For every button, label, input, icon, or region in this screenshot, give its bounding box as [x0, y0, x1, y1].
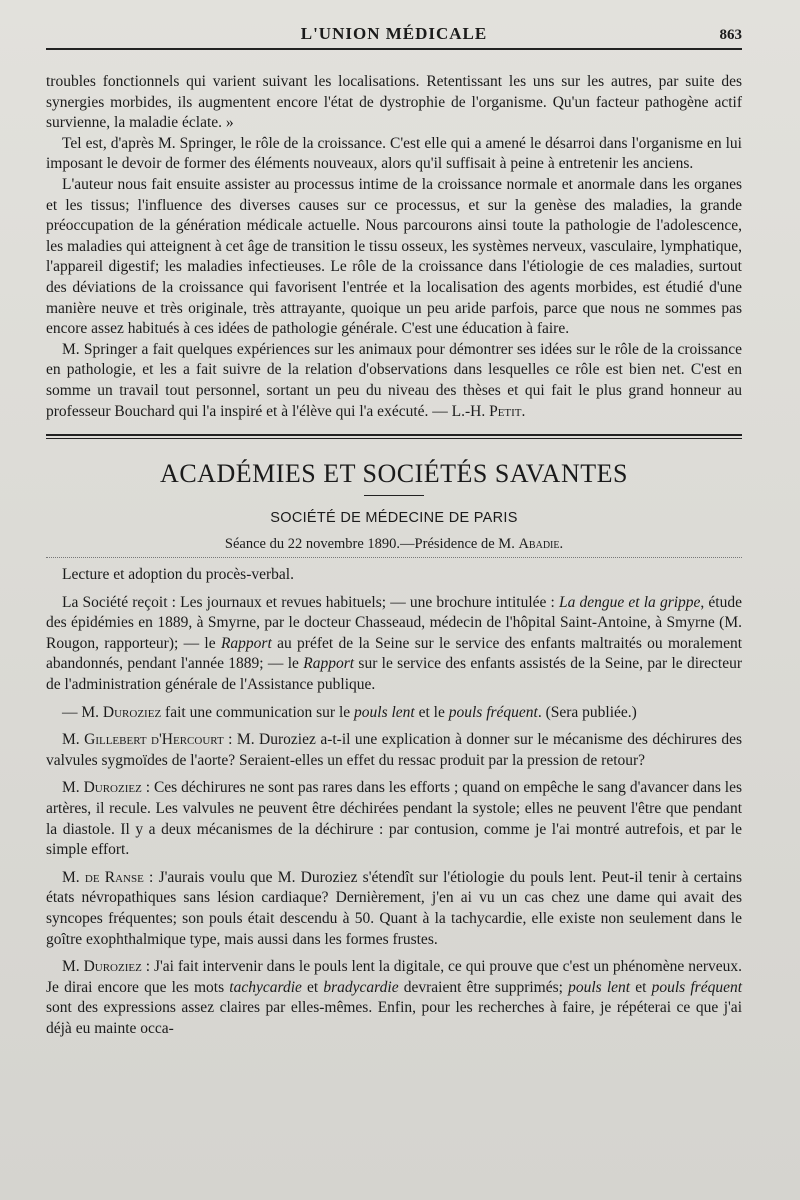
session-president: Abadie.: [518, 536, 564, 553]
section-divider: [46, 434, 742, 439]
author-signature: L.-H. Petit.: [451, 402, 526, 420]
speaker-name: M. de Ranse :: [62, 868, 154, 886]
minutes-reading: Lecture et adoption du procès-verbal.: [62, 566, 294, 584]
discussion-paragraph: [46, 868, 742, 950]
term-italic: bradycardie: [323, 978, 399, 996]
running-header: [46, 0, 742, 50]
discussion-paragraph: [46, 957, 742, 1039]
title-rule: [364, 495, 424, 496]
report-title: Rapport: [303, 655, 355, 673]
discussion-text: J'aurais voulu que M. Duroziez s'étendît sur l'étiologie du pouls lent. Peut-il tenir à certains états névropathiques sans lésion cardiaque? Dernièrement, j'en ai vu un cas chez une dame qui avait des syncopes fréquentes; son pouls était descendu à 50. Quant à la tachycardie, elle existe non seulement dans le goître exophthalmique type, mais aussi dans les formes frustes.: [46, 868, 742, 948]
review-closing-paragraph: [46, 340, 742, 422]
discussion-text: M. Duroziez a-t-il une explication à donner sur le mécanisme des déchirures des valvules sygmoïdes de l'aorte? Seraient-elles un effet du ressac produit par la pression de retour?: [46, 731, 743, 769]
speaker-name: Duroziez: [102, 703, 162, 721]
review-paragraph: L'auteur nous fait ensuite assister au processus intime de la croissance normale et anormale dans les organes et les tissus; l'influence des diverses causes sur ce processus, et sur la genèse des maladies, la grande préoccupation de la génération médicale actuelle. Nous parcourons ainsi toute la pathologie de l'adolescence, les maladies qui atteignent à cet âge de transition le tissu osseux, les systèmes nerveux, vasculaire, lymphatique, l'appareil digestif; les maladies infectieuses. Le rôle de la croissance dans l'étiologie de ces maladies, surtout des déviations de la croissance qui favorisent l'entrée et la localisation des agents morbides, est étudié d'une manière neuve et très originale, très attrayante, quoique un peu aride parfois, parce que nous ne sommes pas encore assez habitués à ces idées de pathologie générale. C'est une éducation à faire.: [46, 175, 742, 338]
minutes-received: [46, 593, 742, 696]
received-text: au préfet de la Seine sur le service des enfants maltraités ou moralement abandonnés, pendant l'année 1889; — le: [46, 634, 743, 673]
communication-text: — M.: [62, 703, 100, 721]
communication-text: et le: [418, 703, 445, 721]
speaker-name: M. Duroziez :: [62, 958, 151, 976]
term-italic: pouls lent: [568, 978, 631, 996]
society-title: SOCIÉTÉ DE MÉDECINE DE PARIS: [270, 510, 518, 527]
brochure-title: La dengue et la grippe: [559, 593, 701, 611]
discussion-text: sont des expressions assez claires par elles-mêmes. Enfin, pour les recherches à faire, je répéterai ce que j'ai déjà eu mainte occa-: [46, 999, 742, 1037]
review-closing-text: M. Springer a fait quelques expériences sur les animaux pour démontrer ses idées sur le rôle de la croissance en pathologie, et les a fait suivre de la relation d'observations dans lesquelles ce rôle est bien net. C'est en somme un travail tout personnel, sortant un peu du niveau des thèses et qui fait le plus grand honneur au professeur Bouchard qui l'a inspiré et à l'élève qui l'a exécuté. —: [46, 340, 742, 420]
discussion-text: Ces déchirures ne sont pas rares dans les efforts ; quand on empêche le sang d'avancer dans les artères, il recule. Les valvules ne peuvent être déchirées pendant la systole; elles ne peuvent l'être que pendant la diastole. Il y a deux mécanismes de la déchirure : par contusion, comme je l'ai montré autrefois, et par le simple effort.: [46, 779, 743, 859]
term-italic: tachycardie: [229, 978, 302, 996]
term-italic: pouls fréquent: [651, 978, 743, 996]
page-number: 863: [719, 27, 742, 43]
communication-paragraph: [46, 703, 742, 724]
discussion-text: devraient être supprimés;: [403, 978, 563, 996]
received-text: , étude des épidémies en 1889, à Smyrne, par le docteur Chasseaud, médecin de l'hôpital Saint-Antoine, à Smyrne (M. Rougon, rapporteur); — le: [46, 593, 742, 652]
report-title: Rapport: [220, 634, 272, 652]
speaker-name: M. Duroziez :: [62, 779, 151, 797]
received-text: sur le service des enfants assistés de la Seine, par le directeur de l'administration générale de l'Assistance publique.: [46, 655, 743, 694]
term-italic: pouls fréquent: [448, 703, 538, 721]
term-italic: pouls lent: [354, 703, 415, 721]
discussion-text: et: [307, 978, 319, 996]
speaker-name: M. Gillebert d'Hercourt :: [62, 731, 233, 749]
section-title: ACADÉMIES ET SOCIÉTÉS SAVANTES: [160, 459, 628, 489]
discussion-paragraph: [46, 778, 742, 860]
received-text: La Société reçoit : Les journaux et revues habituels; — une brochure intitulée :: [62, 593, 555, 611]
discussion-text: et: [635, 978, 647, 996]
book-review-continuation: [46, 72, 742, 422]
communication-text: . (Sera publiée.): [537, 703, 637, 721]
communication-text: fait une communication sur le: [165, 703, 351, 721]
discussion-text: J'ai fait intervenir dans le pouls lent la digitale, ce qui prouve que c'est un phénomène nerveux. Je dirai encore que les mots: [46, 958, 743, 996]
review-paragraph: Tel est, d'après M. Springer, le rôle de la croissance. C'est elle qui a amené le désarroi dans l'organisme en lui imposant le devoir de former des éléments nouveaux, alors qu'il suffisait à peine à entretenir les anciens.: [46, 134, 742, 173]
session-line: [46, 536, 742, 558]
discussion-paragraph: [46, 730, 742, 771]
review-paragraph: troubles fonctionnels qui varient suivant les localisations. Retentissant les uns sur les autres, par suite des synergies morbides, ils augmentent encore l'état de dystrophie de l'organisme. Qu'un facteur pathogène actif survienne, la maladie éclate. »: [46, 73, 742, 132]
session-date: Séance du 22 novembre 1890.—Présidence de M.: [224, 536, 515, 553]
journal-title: L'UNION MÉDICALE: [300, 24, 488, 43]
